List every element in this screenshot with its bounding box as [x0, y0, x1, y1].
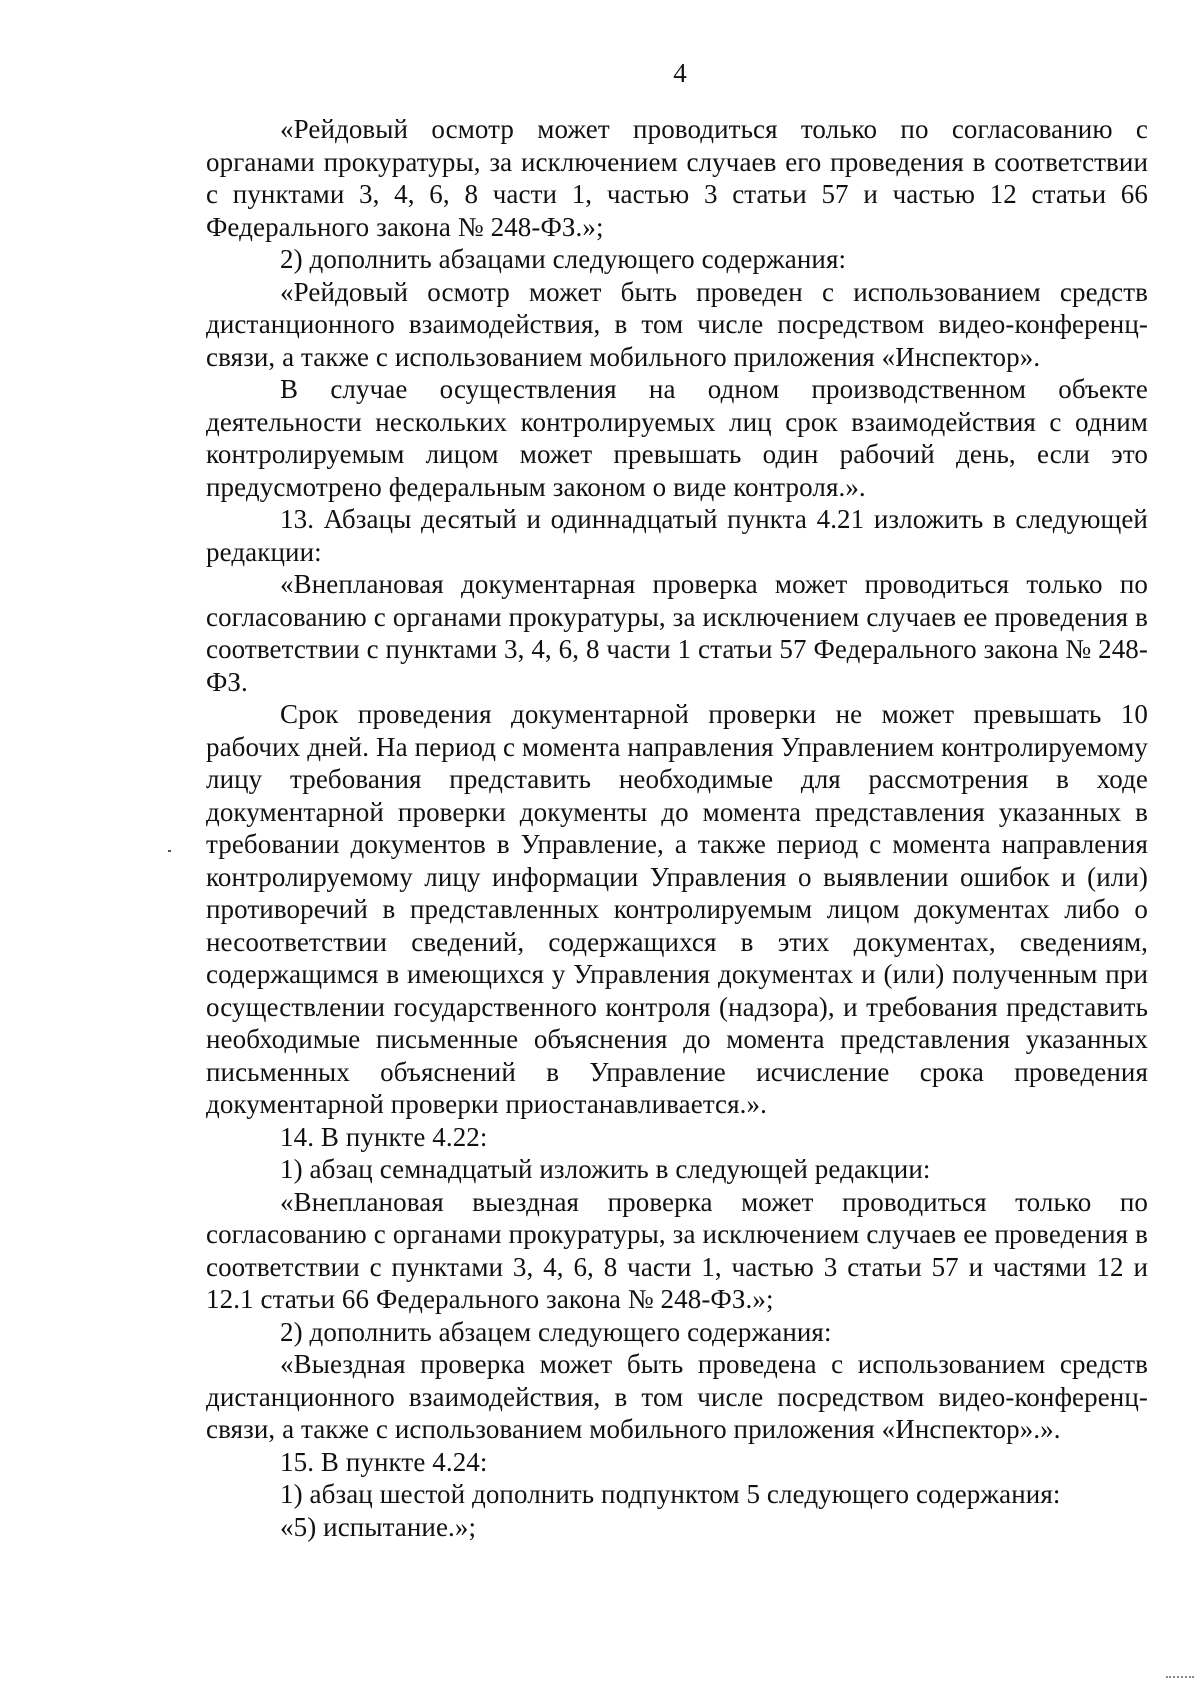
- paragraph-item-15-test: «5) испытание.»;: [280, 1511, 477, 1542]
- paragraph-raid-inspection-agreement: «Рейдовый осмотр может проводиться только по согласованию с органами прокуратуры, за исключением случаев его проведения в соответствии с пунктами 3, 4, 6, 8 части 1, частью 3 статьи 57 и частью 12 статьи 66 Федерального закона № 248-ФЗ.»;: [206, 114, 1148, 242]
- paragraph-item-15: 15. В пункте 4.24:: [280, 1446, 488, 1477]
- page-number: 4: [673, 58, 687, 88]
- scan-corner-mark: [1166, 1676, 1194, 1688]
- paragraph-field-check-remote: «Выездная проверка может быть проведена с использованием средств дистанционного взаимодействия, в том числе посредством видео-конференц-связи, а также с использованием мобильного приложения «Инспектор».».: [206, 1349, 1148, 1444]
- scan-speck: [168, 850, 171, 852]
- paragraph-documentary-check-term: Срок проведения документарной проверки не может превышать 10 рабочих дней. На период с момента направления Управлением контролируемому лицу требования представить необходимые для рассмотрения в ходе документарной проверки документы до момента представления указанных в требовании документов в Управление, а также период с момента направления контролируемому лицу информации Управления о выявлении ошибок и (или) противоречий в представленных контролируемым лицом документах либо о несоответствии сведений, содержащихся в этих документах, сведениям, содержащимся в имеющихся у Управления документах и (или) полученным при осуществлении государственного контроля (надзора), и требования представить необходимые письменные объяснения до момента представления указанных письменных объяснений в Управление исчисление срока проведения документарной проверки приостанавливается.».: [206, 699, 1148, 1119]
- paragraph-item-14: 14. В пункте 4.22:: [280, 1121, 488, 1152]
- document-body: [206, 113, 1148, 1543]
- paragraph-supplement-clauses: 2) дополнить абзацами следующего содержания:: [280, 244, 847, 274]
- paragraph-raid-remote-interaction: «Рейдовый осмотр может быть проведен с использованием средств дистанционного взаимодействия, в том числе посредством видео-конференц-связи, а также с использованием мобильного приложения «Инспектор».: [206, 276, 1148, 372]
- paragraph-unscheduled-field-check: «Внеплановая выездная проверка может проводиться только по согласованию с органами прокуратуры, за исключением случаев ее проведения в соответствии с пунктами 3, 4, 6, 8 части 1, частью 3 статьи 57 и частями 12 и 12.1 статьи 66 Федерального закона № 248-ФЗ.»;: [206, 1186, 1148, 1314]
- paragraph-item-15-sub-1: 1) абзац шестой дополнить подпунктом 5 следующего содержания:: [280, 1479, 1061, 1509]
- paragraph-multiple-controlled-persons: В случае осуществления на одном производственном объекте деятельности нескольких контролируемых лиц срок взаимодействия с одним контролируемым лицом может превышать один рабочий день, если это предусмотрено федеральным законом о виде контроля.».: [206, 374, 1148, 502]
- paragraph-item-13: 13. Абзацы десятый и одиннадцатый пункта 4.21 изложить в следующей редакции:: [206, 504, 1148, 567]
- paragraph-item-14-sub-1: 1) абзац семнадцатый изложить в следующей редакции:: [280, 1154, 931, 1184]
- paragraph-item-14-sub-2: 2) дополнить абзацем следующего содержания:: [280, 1316, 832, 1347]
- paragraph-unscheduled-documentary-check: «Внеплановая документарная проверка может проводиться только по согласованию с органами прокуратуры, за исключением случаев ее проведения в соответствии с пунктами 3, 4, 6, 8 части 1 статьи 57 Федерального закона № 248-ФЗ.: [206, 569, 1148, 697]
